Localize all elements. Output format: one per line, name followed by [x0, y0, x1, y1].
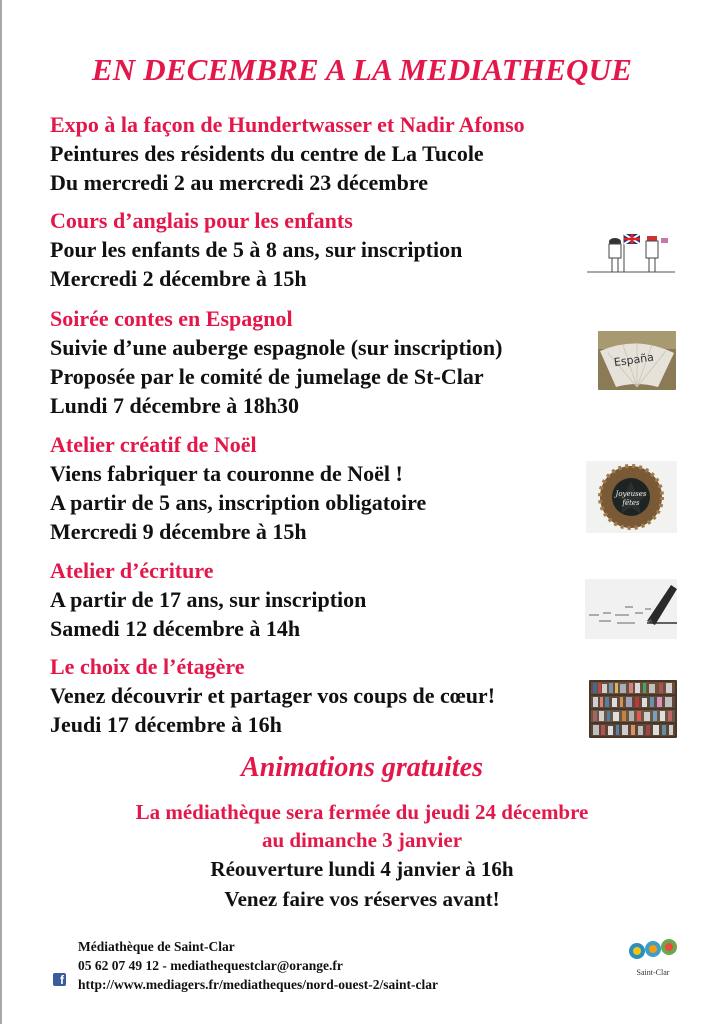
facebook-icon[interactable]: f	[53, 973, 66, 986]
closure-line: au dimanche 3 janvier	[261, 828, 463, 852]
espana-fan-image	[598, 331, 676, 390]
event-spanish-tales	[50, 304, 502, 420]
reserve-line: Venez faire vos réserves avant!	[224, 887, 500, 911]
event-title: Atelier créatif de Noël	[50, 432, 257, 457]
event-line: A partir de 5 ans, inscription obligatoire	[50, 490, 427, 515]
reopen-line: Réouverture lundi 4 janvier à 16h	[210, 857, 514, 881]
sun-gears-icon	[625, 937, 681, 961]
bookshelf-image	[589, 680, 677, 738]
english-flag-characters-image	[585, 228, 677, 276]
event-line: Samedi 12 décembre à 14h	[50, 616, 301, 641]
event-title: Atelier d’écriture	[50, 558, 214, 583]
event-line: Venez découvrir et partager vos coups de cœur!	[50, 683, 496, 708]
event-title: Expo à la façon de Hundertwasser et Nadir Afonso	[50, 112, 525, 137]
event-title: Soirée contes en Espagnol	[50, 306, 293, 331]
event-line: Viens fabriquer ta couronne de Noël !	[50, 461, 403, 486]
event-title: Cours d’anglais pour les enfants	[50, 208, 353, 233]
svg-text:Joyeuses: Joyeuses	[615, 490, 647, 498]
event-line: Du mercredi 2 au mercredi 23 décembre	[50, 170, 428, 195]
event-line: Mercredi 9 décembre à 15h	[50, 519, 307, 544]
footer-contact	[78, 937, 438, 994]
page-title: EN DECEMBRE A LA MEDIATHEQUE	[91, 52, 633, 87]
christmas-wreath-image	[586, 461, 677, 533]
event-line: Jeudi 17 décembre à 16h	[50, 712, 282, 737]
event-line: Peintures des résidents du centre de La Tucole	[50, 141, 484, 166]
event-line: A partir de 17 ans, sur inscription	[50, 587, 367, 612]
event-title: Le choix de l’étagère	[50, 654, 245, 679]
event-christmas-workshop	[50, 430, 426, 546]
contact-line[interactable]: 05 62 07 49 12 - mediathequestclar@orange.fr	[78, 958, 343, 973]
event-english-class	[50, 206, 462, 293]
event-expo	[50, 110, 525, 197]
event-line: Mercredi 2 décembre à 15h	[50, 266, 307, 291]
library-name: Médiathèque de Saint-Clar	[78, 939, 235, 954]
free-events-heading: Animations gratuites	[241, 752, 483, 783]
closure-line: La médiathèque sera fermée du jeudi 24 décembre	[135, 800, 589, 824]
event-line: Lundi 7 décembre à 18h30	[50, 393, 299, 418]
svg-text:fêtes: fêtes	[622, 499, 640, 507]
event-line: Suivie d’une auberge espagnole (sur inscription)	[50, 335, 503, 360]
logo-label: Saint-Clar	[636, 968, 670, 977]
svg-text:España: España	[613, 350, 655, 370]
closure-notice	[0, 798, 724, 914]
fountain-pen-writing-image	[585, 579, 677, 639]
saint-clar-logo	[625, 937, 681, 977]
event-writing-workshop	[50, 556, 366, 643]
event-line: Pour les enfants de 5 à 8 ans, sur inscription	[50, 237, 463, 262]
website-link[interactable]: http://www.mediagers.fr/mediatheques/nord-ouest-2/saint-clar	[78, 977, 438, 992]
event-line: Proposée par le comité de jumelage de St-Clar	[50, 364, 484, 389]
event-shelf-choice	[50, 652, 495, 739]
